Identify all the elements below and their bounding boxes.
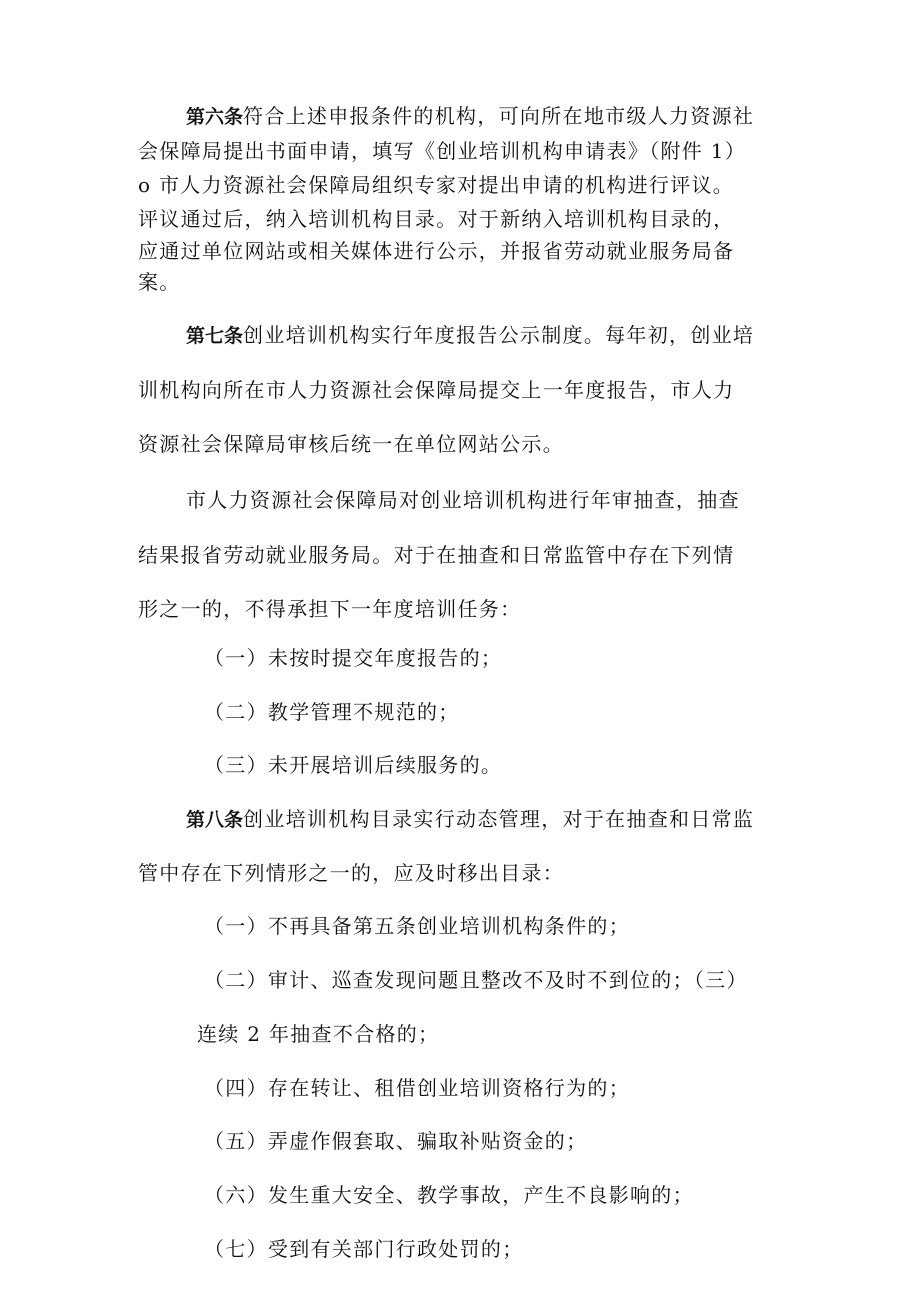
article6-line3: o 市人力资源社会保障局组织专家对提出申请的机构进行评议。 [138,173,735,197]
article6-line5: 应通过单位网站或相关媒体进行公示，并报省劳动就业服务局备 [138,239,735,263]
article8-line2: 管中存在下列情形之一的，应及时移出目录： [138,861,564,885]
article6-line4: 评议通过后，纳入培训机构目录。对于新纳入培训机构目录的， [138,207,735,231]
article7-line2: 训机构向所在市人力资源社会保障局提交上一年度报告，市人力 [138,378,735,402]
article6-heading: 第六条 [186,106,244,128]
article8-heading: 第八条 [186,809,244,831]
list-item: （二）教学管理不规范的； [204,700,460,724]
list-item: （六）发生重大安全、教学事故，产生不良影响的； [204,1183,694,1207]
article6-line2: 会保障局提出书面申请，填写《创业培训机构申请表》（附件 1） [138,139,747,163]
list-item: （五）弄虚作假套取、骗取补贴资金的； [204,1129,588,1153]
article7-para2-line1: 市人力资源社会保障局对创业培训机构进行年审抽查，抽查 [186,488,740,512]
article6-line1: 第六条符合上述申报条件的机构，可向所在地市级人力资源社 [186,104,755,128]
list-item: 连续 2 年抽查不合格的； [197,1022,440,1046]
article7-line3: 资源社会保障局审核后统一在单位网站公示。 [138,432,564,456]
list-item: （二）审计、巡查发现问题且整改不及时不到位的；（三） [204,968,748,992]
article6-line6: 案。 [138,270,181,294]
list-item: （一）未按时提交年度报告的； [204,646,503,670]
list-item: （七）受到有关部门行政处罚的； [204,1237,524,1261]
list-item: （三）未开展培训后续服务的。 [204,753,503,777]
article7-para2-line3: 形之一的，不得承担下一年度培训任务： [138,597,522,621]
article8-line1: 第八条创业培训机构目录实行动态管理，对于在抽查和日常监 [186,807,755,831]
article7-line1: 第七条创业培训机构实行年度报告公示制度。每年初，创业培 [186,323,755,347]
article7-heading: 第七条 [186,325,244,347]
list-item: （一）不再具备第五条创业培训机构条件的； [204,914,630,938]
article7-para2-line2: 结果报省劳动就业服务局。对于在抽查和日常监管中存在下列情 [138,543,735,567]
list-item: （四）存在转让、租借创业培训资格行为的； [204,1076,630,1100]
